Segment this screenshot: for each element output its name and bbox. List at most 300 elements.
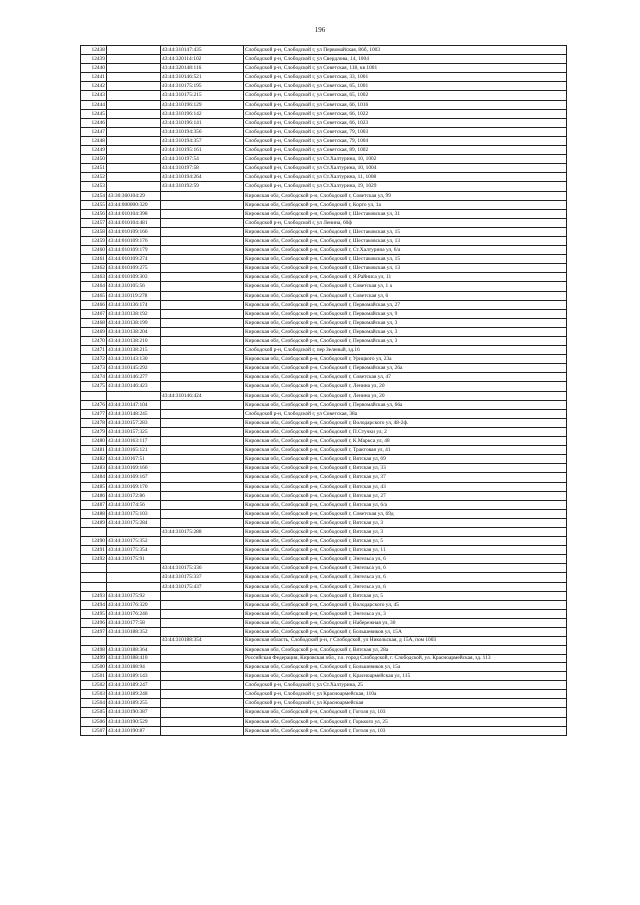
address-cell: Кировская обл, Слободской р-н, Слободской г, Володарского ул, 48-2ф. (244, 418, 567, 427)
cadastral-number-cell: 43:44:310175:91 (107, 555, 161, 564)
cadastral-number-cell: 43:44:310169:167 (107, 473, 161, 482)
address-cell: Кировская обл, Слободской р-н, Слободской г, Вятская ул, 28а (244, 645, 567, 654)
address-cell: Кировская обл, Слободской р-н, Слободской г, Трактовая ул, 41 (244, 446, 567, 455)
object-number-cell (161, 546, 244, 555)
table-row (81, 273, 567, 282)
row-number-cell: 12468 (81, 318, 107, 327)
table-row (81, 690, 567, 699)
object-number-cell (161, 500, 244, 509)
cadastral-number-cell (107, 109, 161, 118)
table-row (81, 191, 567, 200)
row-number-cell: 12474 (81, 373, 107, 382)
row-number-cell: 12481 (81, 446, 107, 455)
row-number-cell: 12449 (81, 146, 107, 155)
object-number-cell: 43:44:310146:424 (161, 391, 244, 400)
cadastral-number-cell: 43:44:310175:92 (107, 591, 161, 600)
row-number-cell: 12499 (81, 654, 107, 662)
address-cell: Слободской р-н, Слободской г, ул Ст.Халтурина, 10, 1002 (244, 155, 567, 164)
address-cell: Кировская обл, Слободской р-н, Слободской г, Вятская ул, 3 (244, 518, 567, 527)
row-number-cell: 12497 (81, 628, 107, 637)
row-number-cell: 12443 (81, 91, 107, 100)
object-number-cell (161, 200, 244, 209)
row-number-cell: 12490 (81, 537, 107, 546)
object-number-cell: 43:44:310175:437 (161, 582, 244, 591)
table-row (81, 291, 567, 300)
object-number-cell (161, 264, 244, 273)
cadastral-number-cell: 43:44:310189:143 (107, 672, 161, 681)
row-number-cell: 12464 (81, 282, 107, 291)
cadastral-number-cell: 43:44:310146:277 (107, 373, 161, 382)
object-number-cell (161, 663, 244, 672)
row-number-cell: 12500 (81, 663, 107, 672)
cadastral-number-cell: 43:44:310190:87 (107, 726, 161, 735)
address-cell: Слободской р-н, Слободской г, ул Ст.Халтурина, 25 (244, 681, 567, 690)
object-number-cell (161, 427, 244, 436)
address-cell: Кировская обл, Слободской р-н, Слободской г, Корто ул, 1а (244, 200, 567, 209)
row-number-cell: 12467 (81, 309, 107, 318)
cadastral-number-cell: 43:44:310138:215 (107, 346, 161, 355)
table-row (81, 618, 567, 627)
table-row (81, 264, 567, 273)
address-cell: Кировская обл, Слободской р-н, Слободской г, Большевиков ул, 15А (244, 628, 567, 637)
row-number-cell (81, 637, 107, 645)
object-number-cell (161, 236, 244, 245)
cadastral-number-cell: 43:44:310176:320 (107, 600, 161, 609)
address-cell: Слободской р-н, Слободской г, ул Советская, 66, 1023 (244, 118, 567, 127)
table-row (81, 355, 567, 364)
table-row (81, 654, 567, 662)
row-number-cell (81, 573, 107, 582)
row-number-cell: 12463 (81, 273, 107, 282)
address-cell: Кировская обл, Слободской р-н, Слободской г, Первомайская ул, 3 (244, 318, 567, 327)
object-number-cell (161, 628, 244, 637)
row-number-cell: 12478 (81, 418, 107, 427)
object-number-cell (161, 291, 244, 300)
table-row (81, 573, 567, 582)
table-row (81, 255, 567, 264)
cadastral-number-cell: 43:44:310175:352 (107, 537, 161, 546)
object-number-cell: 43:44:310175:288 (161, 527, 244, 536)
table-row (81, 136, 567, 145)
table-row (81, 464, 567, 473)
table-row (81, 628, 567, 637)
table-row (81, 64, 567, 73)
table-row (81, 155, 567, 164)
cadastral-number-cell: 43:44:010104:398 (107, 209, 161, 218)
object-number-cell: 43:44:310188:354 (161, 637, 244, 645)
row-number-cell: 12507 (81, 726, 107, 735)
object-number-cell (161, 609, 244, 618)
table-row (81, 609, 567, 618)
table-row (81, 537, 567, 546)
row-number-cell (81, 564, 107, 573)
table-row (81, 209, 567, 218)
table-row (81, 82, 567, 91)
object-number-cell (161, 482, 244, 491)
table-row (81, 717, 567, 726)
cadastral-number-cell: 43:44:310138:210 (107, 337, 161, 346)
table-row (81, 146, 567, 155)
cadastral-number-cell: 43:44:310146:423 (107, 382, 161, 391)
address-cell: Кировская обл, Слободской р-н, Слободской г, П.Стучки ул, 2 (244, 427, 567, 436)
table-row (81, 218, 567, 227)
object-number-cell: 43:44:310194:264 (161, 173, 244, 182)
object-number-cell (161, 600, 244, 609)
object-number-cell (161, 446, 244, 455)
address-cell: Российская Федерация, Кировская обл., г.о. город Слободской, г. Слободской, ул. Красноармейская, зд. 113 (244, 654, 567, 662)
table-row (81, 699, 567, 708)
cadastral-number-cell: 43:44:310138:204 (107, 327, 161, 336)
table-row (81, 418, 567, 427)
address-cell: Кировская обл, Слободской р-н, Слободской г, Первомайская ул, 66а (244, 400, 567, 409)
cadastral-number-cell: 43:44:310143:130 (107, 355, 161, 364)
address-cell: Кировская обл, Слободской р-н, Слободской г, Энгельса ул, 6 (244, 564, 567, 573)
row-number-cell: 12495 (81, 609, 107, 618)
address-cell: Кировская обл, Слободской р-н, Слободской г, Ленина ул, 20 (244, 382, 567, 391)
object-number-cell: 43:44:310175:195 (161, 82, 244, 91)
object-number-cell (161, 591, 244, 600)
cadastral-number-cell (107, 182, 161, 191)
address-cell: Кировская обл, Слободской р-н, Слободской г, Энгельса ул, 3 (244, 609, 567, 618)
table-row (81, 118, 567, 127)
cadastral-number-cell: 43:44:310165:121 (107, 446, 161, 455)
cadastral-number-cell: 43:44:310105:56 (107, 282, 161, 291)
row-number-cell: 12442 (81, 82, 107, 91)
row-number-cell: 12486 (81, 491, 107, 500)
cadastral-number-cell: 43:44:310157:325 (107, 427, 161, 436)
table-row (81, 427, 567, 436)
table-row (81, 400, 567, 409)
object-number-cell (161, 555, 244, 564)
row-number-cell: 12480 (81, 437, 107, 446)
table-row (81, 500, 567, 509)
address-cell: Кировская обл, Слободской р-н, Слободской г, Первомайская ул, 27 (244, 300, 567, 309)
table-row (81, 318, 567, 327)
row-number-cell: 12496 (81, 618, 107, 627)
object-number-cell (161, 518, 244, 527)
address-cell: Кировская обл, Слободской р-н, Слободской г, Энгельса ул, 6 (244, 573, 567, 582)
row-number-cell: 12506 (81, 717, 107, 726)
registry-table (80, 45, 567, 736)
object-number-cell: 43:44:310195:161 (161, 146, 244, 155)
address-cell: Слободской р-н, Слободской г, ул Красноармейская (244, 699, 567, 708)
address-cell: Слободской р-н, Слободской г, ул Советская, 65, 1002 (244, 91, 567, 100)
address-cell: Слободской р-н, Слободской г, ул Ленина, 60ф (244, 218, 567, 227)
object-number-cell (161, 654, 244, 662)
cadastral-number-cell: 43:44:310189:247 (107, 681, 161, 690)
address-cell: Кировская обл, Слободской р-н, Слободской г, Большевиков ул, 15а (244, 663, 567, 672)
row-number-cell: 12444 (81, 100, 107, 109)
table-row (81, 645, 567, 654)
address-cell: Кировская обл, Слободской р-н, Слободской г, Первомайская ул, 26а (244, 364, 567, 373)
row-number-cell (81, 391, 107, 400)
object-number-cell (161, 618, 244, 627)
address-cell: Кировская обл, Слободской р-н, Слободской г, Вятская ул, 27 (244, 491, 567, 500)
cadastral-number-cell (107, 173, 161, 182)
address-cell: Кировская обл, Слободской р-н, Слободской г, Первомайская ул, 3 (244, 327, 567, 336)
row-number-cell: 12493 (81, 591, 107, 600)
row-number-cell: 12469 (81, 327, 107, 336)
row-number-cell: 12492 (81, 555, 107, 564)
cadastral-number-cell: 43:44:310145:292 (107, 364, 161, 373)
row-number-cell: 12475 (81, 382, 107, 391)
cadastral-number-cell: 43:44:310188:94 (107, 663, 161, 672)
object-number-cell (161, 273, 244, 282)
table-row (81, 491, 567, 500)
object-number-cell (161, 726, 244, 735)
cadastral-number-cell (107, 100, 161, 109)
address-cell: Слободской р-н, Слободской г, ул Советская, 89, 1002 (244, 146, 567, 155)
row-number-cell: 12438 (81, 46, 107, 55)
object-number-cell (161, 355, 244, 364)
address-cell: Слободской р-н, Слободской г, ул Советская, 65, 1001 (244, 82, 567, 91)
table-row (81, 672, 567, 681)
cadastral-number-cell: 43:44:310119:278 (107, 291, 161, 300)
cadastral-number-cell: 43:44:010109:166 (107, 227, 161, 236)
address-cell: Слободской р-н, Слободской г, ул Советская, 79, 1003 (244, 127, 567, 136)
row-number-cell: 12453 (81, 182, 107, 191)
page-number: 196 (314, 26, 326, 34)
cadastral-number-cell: 43:44:010109:176 (107, 236, 161, 245)
object-number-cell (161, 337, 244, 346)
table-row (81, 91, 567, 100)
address-cell: Кировская обл, Слободской р-н, Слободской г, Советская ул, 99 (244, 191, 567, 200)
cadastral-number-cell (107, 155, 161, 164)
object-number-cell: 43:44:310175:336 (161, 564, 244, 573)
object-number-cell (161, 246, 244, 255)
address-cell: Кировская обл, Слободской р-н, Слободской г, Урицкого ул, 23а (244, 355, 567, 364)
cadastral-number-cell (107, 391, 161, 400)
row-number-cell: 12491 (81, 546, 107, 555)
row-number-cell: 12456 (81, 209, 107, 218)
object-number-cell (161, 346, 244, 355)
address-cell: Слободской р-н, Слободской г, ул Советская, 118, кв 1001 (244, 64, 567, 73)
cadastral-number-cell: 43:44:010109:275 (107, 264, 161, 273)
cadastral-number-cell: 43:44:010104:481 (107, 218, 161, 227)
table-row (81, 346, 567, 355)
table-row (81, 364, 567, 373)
object-number-cell (161, 690, 244, 699)
row-number-cell: 12452 (81, 173, 107, 182)
cadastral-number-cell: 43:44:310138:192 (107, 309, 161, 318)
table-row (81, 46, 567, 55)
cadastral-number-cell (107, 164, 161, 173)
address-cell: Кировская обл, Слободской р-н, Слободской г, Вятская ул, 11 (244, 546, 567, 555)
object-number-cell: 43:44:310196:129 (161, 100, 244, 109)
row-number-cell: 12439 (81, 55, 107, 64)
cadastral-number-cell: 43:44:310177:58 (107, 618, 161, 627)
object-number-cell (161, 418, 244, 427)
object-number-cell (161, 400, 244, 409)
table-row (81, 555, 567, 564)
address-cell: Кировская обл, Слободской р-н, Слободской г, Красноармейская ул, 115 (244, 672, 567, 681)
cadastral-number-cell: 43:44:310167:51 (107, 455, 161, 464)
object-number-cell: 43:44:310175:337 (161, 573, 244, 582)
cadastral-number-cell (107, 564, 161, 573)
object-number-cell (161, 218, 244, 227)
cadastral-number-cell: 43:44:010109:274 (107, 255, 161, 264)
object-number-cell: 43:44:310175:215 (161, 91, 244, 100)
row-number-cell: 12483 (81, 464, 107, 473)
table-row (81, 227, 567, 236)
address-cell: Кировская обл, Слободской р-н, Слободской г, Советская ул, 69д (244, 509, 567, 518)
object-number-cell (161, 672, 244, 681)
row-number-cell: 12502 (81, 681, 107, 690)
object-number-cell (161, 717, 244, 726)
object-number-cell: 43:44:310147:435 (161, 46, 244, 55)
address-cell: Слободской р-н, Слободской г, пер Зеленый, зд.16 (244, 346, 567, 355)
address-cell: Кировская обл, Слободской р-н, Слободской г, Я.Райниса ул, 11 (244, 273, 567, 282)
object-number-cell: 43:44:310194:357 (161, 136, 244, 145)
object-number-cell: 43:44:310196:141 (161, 118, 244, 127)
row-number-cell: 12451 (81, 164, 107, 173)
table-row (81, 337, 567, 346)
address-cell: Кировская обл, Слободской р-н, Слободской г, Вятская ул, 37 (244, 473, 567, 482)
row-number-cell: 12447 (81, 127, 107, 136)
cadastral-number-cell: 43:44:310188:364 (107, 645, 161, 654)
cadastral-number-cell: 43:44:310190:387 (107, 708, 161, 717)
address-cell: Кировская обл, Слободской р-н, Слободской г, Шестаковская ул, 13 (244, 236, 567, 245)
address-cell: Кировская обл, Слободской р-н, Слободской г, Гоголя ул, 103 (244, 708, 567, 717)
row-number-cell: 12503 (81, 690, 107, 699)
address-cell: Кировская обл, Слободской р-н, Слободской г, Вятская ул, 5 (244, 537, 567, 546)
row-number-cell: 12446 (81, 118, 107, 127)
table-row (81, 55, 567, 64)
cadastral-number-cell (107, 73, 161, 82)
row-number-cell: 12476 (81, 400, 107, 409)
address-cell: Слободской р-н, Слободской г, ул Красноармейская, 110а (244, 690, 567, 699)
table-row (81, 681, 567, 690)
object-number-cell (161, 364, 244, 373)
table-row (81, 564, 567, 573)
table-row (81, 373, 567, 382)
address-cell: Кировская обл, Слободской р-н, Слободской г, Шестаковская ул, 13 (244, 264, 567, 273)
address-cell: Кировская обл, Слободской р-н, Слободской г, Вятская ул, 5 (244, 591, 567, 600)
table-row (81, 236, 567, 245)
object-number-cell: 43:44:320114:102 (161, 55, 244, 64)
table-row (81, 637, 567, 645)
row-number-cell: 12504 (81, 699, 107, 708)
object-number-cell (161, 437, 244, 446)
table-row (81, 73, 567, 82)
table-row (81, 409, 567, 418)
table-row (81, 527, 567, 536)
object-number-cell: 43:44:310197:54 (161, 155, 244, 164)
object-number-cell: 43:44:310192:59 (161, 182, 244, 191)
object-number-cell (161, 309, 244, 318)
cadastral-number-cell: 43:44:310169:166 (107, 464, 161, 473)
cadastral-number-cell: 43:44:000000:320 (107, 200, 161, 209)
row-number-cell: 12470 (81, 337, 107, 346)
address-cell: Кировская обл, Слободской р-н, Слободской г, Вятская ул, 43 (244, 482, 567, 491)
row-number-cell: 12484 (81, 473, 107, 482)
table-row (81, 591, 567, 600)
row-number-cell: 12488 (81, 509, 107, 518)
cadastral-number-cell (107, 118, 161, 127)
row-number-cell: 12448 (81, 136, 107, 145)
object-number-cell (161, 282, 244, 291)
cadastral-number-cell: 43:44:310175:354 (107, 546, 161, 555)
table-row (81, 309, 567, 318)
cadastral-number-cell (107, 573, 161, 582)
address-cell: Кировская обл, Слободской р-н, Слободской г, Вятская ул, 6/а (244, 500, 567, 509)
row-number-cell: 12477 (81, 409, 107, 418)
object-number-cell (161, 191, 244, 200)
address-cell: Кировская обл, Слободской р-н, Слободской г, Советская ул, 1 а (244, 282, 567, 291)
address-cell: Кировская обл, Слободской р-н, Слободской г, Шестаковская ул, 31 (244, 209, 567, 218)
address-cell: Слободской р-н, Слободской г, ул Ст.Халтурина, 19, 1029 (244, 182, 567, 191)
row-number-cell: 12457 (81, 218, 107, 227)
address-cell: Кировская обл, Слободской р-н, Слободской г, Первомайская ул, 3 (244, 337, 567, 346)
row-number-cell: 12459 (81, 236, 107, 245)
cadastral-number-cell: 43:44:010109:179 (107, 246, 161, 255)
cadastral-number-cell: 43:44:310176:246 (107, 609, 161, 618)
cadastral-number-cell (107, 46, 161, 55)
address-cell: Слободской р-н, Слободской г, ул Ст.Халтурина, 11, 1008 (244, 173, 567, 182)
cadastral-number-cell: 43:44:310157:283 (107, 418, 161, 427)
registry-table-body (81, 46, 567, 736)
cadastral-number-cell: 43:44:310169:170 (107, 482, 161, 491)
cadastral-number-cell (107, 582, 161, 591)
row-number-cell: 12462 (81, 264, 107, 273)
object-number-cell (161, 537, 244, 546)
address-cell: Кировская обл, Слободской р-н, Слободской г, Володарского ул, 45 (244, 600, 567, 609)
row-number-cell: 12445 (81, 109, 107, 118)
table-row (81, 509, 567, 518)
table-row (81, 100, 567, 109)
address-cell: Кировская обл, Слободской р-н, Слободской г, Гоголя ул, 103 (244, 726, 567, 735)
row-number-cell: 12440 (81, 64, 107, 73)
table-row (81, 446, 567, 455)
cadastral-number-cell: 43:44:310136:174 (107, 300, 161, 309)
address-cell: Слободской р-н, Слободской г, ул Советская, 33, 1001 (244, 73, 567, 82)
row-number-cell: 12461 (81, 255, 107, 264)
cadastral-number-cell (107, 637, 161, 645)
cadastral-number-cell: 43:44:310148:245 (107, 409, 161, 418)
row-number-cell: 12489 (81, 518, 107, 527)
address-cell: Кировская обл, Слободской р-н, Слободской г, Энгельса ул, 6 (244, 555, 567, 564)
row-number-cell: 12479 (81, 427, 107, 436)
address-cell: Кировская обл, Слободской р-н, Слободской г, Первомайская ул, 9 (244, 309, 567, 318)
address-cell: Кировская обл, Слободской р-н, Слободской г, Советская ул, 6 (244, 291, 567, 300)
address-cell: Кировская обл, Слободской р-н, Слободской г, Шестаковская ул, 15 (244, 255, 567, 264)
table-row (81, 473, 567, 482)
object-number-cell (161, 209, 244, 218)
address-cell: Кировская обл, Слободской р-н, Слободской г, Горького ул, 25 (244, 717, 567, 726)
cadastral-number-cell: 43:44:310174:56 (107, 500, 161, 509)
cadastral-number-cell (107, 146, 161, 155)
table-row (81, 482, 567, 491)
object-number-cell (161, 645, 244, 654)
table-row (81, 663, 567, 672)
cadastral-number-cell (107, 55, 161, 64)
row-number-cell: 12472 (81, 355, 107, 364)
address-cell: Кировская обл, Слободской р-н, Слободской г, Ленина ул, 20 (244, 391, 567, 400)
cadastral-number-cell (107, 527, 161, 536)
address-cell: Кировская обл, Слободской р-н, Слободской г, Вятская ул, 33 (244, 464, 567, 473)
row-number-cell: 12441 (81, 73, 107, 82)
cadastral-number-cell: 43:44:310175:284 (107, 518, 161, 527)
address-cell: Слободской р-н, Слободской г, ул Свердлова, 14, 1004 (244, 55, 567, 64)
address-cell: Слободской р-н, Слободской г, ул Ст.Халтурина, 10, 1004 (244, 164, 567, 173)
cadastral-number-cell (107, 82, 161, 91)
object-number-cell (161, 681, 244, 690)
table-row (81, 708, 567, 717)
address-cell: Кировская обл, Слободской р-н, Слободской г, Советская ул, 47 (244, 373, 567, 382)
cadastral-number-cell: 43:44:310190:529 (107, 717, 161, 726)
row-number-cell: 12465 (81, 291, 107, 300)
address-cell: Слободской р-н, Слободской г, ул Советская, 66, 1016 (244, 100, 567, 109)
